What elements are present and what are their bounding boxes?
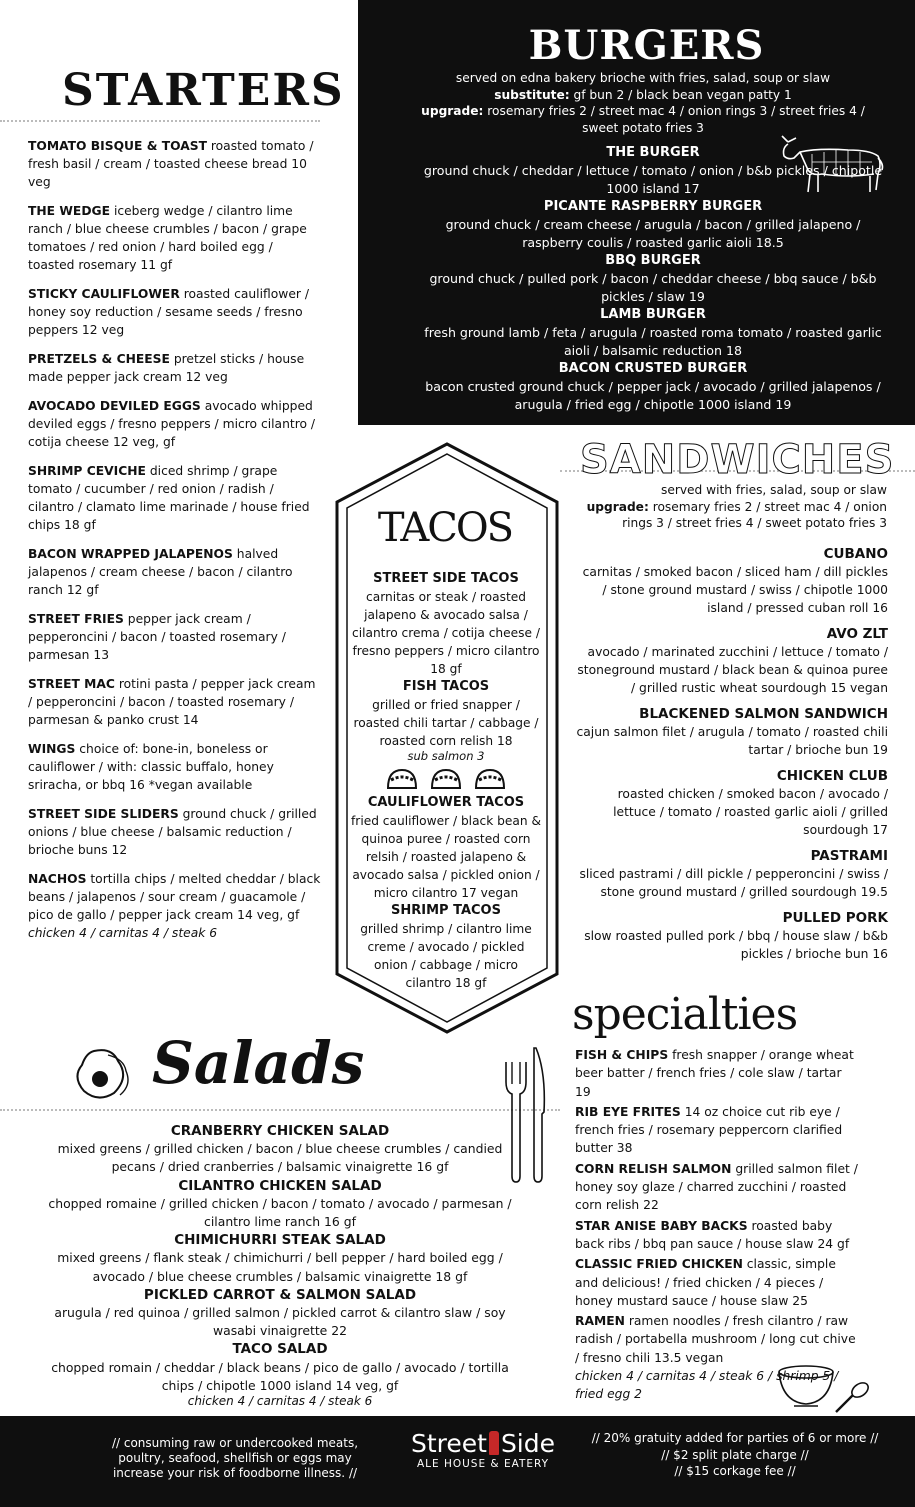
- taco-item-name: CAULIFLOWER TACOS: [367, 795, 525, 810]
- burger-item: [418, 306, 888, 360]
- sandwiches-upgrade: upgrade: rosemary fries 2 / street mac 4 / onion rings 3 / street fries 4 / sweet potato fries 3: [586, 499, 887, 530]
- salad-item-desc: arugula / red quinoa / grilled salmon / pickled carrot & cilantro slaw / soy wasabi vinaigrette 22: [54, 1305, 506, 1339]
- burger-item-name: THE BURGER: [606, 145, 700, 160]
- sandwich-item: [575, 767, 888, 839]
- starter-item: [28, 545, 323, 599]
- salad-item: [35, 1286, 525, 1341]
- salad-item-name: CRANBERRY CHICKEN SALAD: [170, 1123, 390, 1139]
- burgers-served: served on edna bakery brioche with fries, salad, soup or slaw: [455, 71, 831, 85]
- taco-item-desc: grilled shrimp / cilantro lime creme / avocado / pickled onion / cabbage / micro cilantro 18 gf: [360, 922, 532, 990]
- specialty-item: [575, 1217, 860, 1254]
- starter-item-desc: iceberg wedge / cilantro lime ranch / blue cheese crumbles / bacon / grape tomatoes / red onion / hard boiled egg / toasted rosemary 11 gf: [28, 204, 307, 272]
- sandwich-item: [575, 909, 888, 963]
- restaurant-logo: Street Side ALE HOUSE & EATERY: [410, 1429, 556, 1470]
- footer: [0, 1416, 915, 1507]
- taco-icons: [350, 766, 542, 792]
- sandwich-item-desc: sliced pastrami / dill pickle / pepperoncini / swiss / stone ground mustard / grilled sourdough 19.5: [579, 867, 888, 899]
- bowl-icon: [776, 1362, 872, 1418]
- starter-item: [28, 397, 323, 451]
- starter-item-name: AVOCADO DEVILED EGGS: [28, 399, 201, 413]
- sandwich-item-name: PASTRAMI: [810, 848, 888, 864]
- salad-item: [35, 1122, 525, 1177]
- starter-item: [28, 870, 323, 942]
- burger-item: [418, 360, 888, 414]
- tacos-list: [350, 570, 542, 992]
- starter-item-name: WINGS: [28, 742, 76, 756]
- specialty-item-desc: 14 oz choice cut rib eye / french fries / rosemary peppercorn clarified butter 38: [575, 1104, 843, 1156]
- policies: // 20% gratuity added for parties of 6 or more // // $2 split plate charge // // $15 corkage fee //: [591, 1431, 879, 1478]
- sandwich-item-desc: cajun salmon filet / arugula / tomato / roasted chili tartar / brioche bun 19: [576, 725, 888, 757]
- sandwich-item-desc: roasted chicken / smoked bacon / avocado / lettuce / tomato / roasted garlic aioli / grilled sourdough 17: [613, 787, 888, 837]
- sandwiches-served: served with fries, salad, soup or slaw: [660, 483, 887, 497]
- sandwich-item-desc: avocado / marinated zucchini / lettuce / tomato / stoneground mustard / black bean & quinoa puree / grilled rustic wheat sourdough 15 vegan: [577, 645, 888, 695]
- burger-item: [418, 144, 888, 198]
- salad-item-desc: mixed greens / grilled chicken / bacon / blue cheese crumbles / candied pecans / dried cranberries / balsamic vinaigrette 16 gf: [57, 1141, 503, 1175]
- burgers-intro: [413, 70, 873, 136]
- burger-item: [418, 198, 888, 252]
- taco-item: [350, 570, 542, 678]
- starter-item: [28, 805, 323, 859]
- salad-item-desc: chopped romain / cheddar / black beans / pico de gallo / avocado / tortilla chips / chipotle 1000 island 14 veg, gf: [51, 1359, 509, 1393]
- specialty-item: [575, 1103, 860, 1158]
- starter-item-name: THE WEDGE: [28, 204, 111, 218]
- salad-item: [35, 1340, 525, 1407]
- burgers-upgrade: upgrade: rosemary fries 2 / street mac 4 / onion rings 3 / street fries 4 / sweet potato fries 3: [421, 104, 865, 135]
- salad-item-addons: chicken 4 / carnitas 4 / steak 6: [187, 1394, 373, 1409]
- starter-item-name: NACHOS: [28, 872, 87, 886]
- specialty-item: [575, 1046, 860, 1101]
- sandwich-item-name: PULLED PORK: [782, 910, 888, 926]
- sandwich-item-name: CHICKEN CLUB: [776, 768, 888, 784]
- taco-item-addons: sub salmon 3: [407, 749, 485, 763]
- salad-item: [35, 1177, 525, 1232]
- taco-item-desc: fried cauliflower / black bean & quinoa puree / roasted corn relsih / roasted jalapeno & avocado salsa / pickled onion / micro cilantro 17 vegan: [351, 814, 541, 900]
- taco-item: [350, 902, 542, 992]
- specialties-heading: specialties: [572, 989, 798, 1040]
- specialty-item-name: CLASSIC FRIED CHICKEN: [575, 1257, 743, 1272]
- taco-icon: [429, 766, 463, 792]
- starter-item-name: STICKY CAULIFLOWER: [28, 287, 180, 301]
- salad-item-name: CHIMICHURRI STEAK SALAD: [174, 1232, 386, 1249]
- starter-item-name: STREET MAC: [28, 677, 115, 691]
- starter-item-desc: halved jalapenos / cream cheese / bacon / cilantro ranch 12 gf: [28, 547, 293, 597]
- bottle-icon: [489, 1431, 499, 1455]
- taco-icon: [473, 766, 507, 792]
- burger-item-desc: ground chuck / cream cheese / arugula / bacon / grilled jalapeno / raspberry coulis / roasted garlic aioli 18.5: [445, 217, 861, 250]
- specialty-item-desc: ramen noodles / fresh cilantro / raw radish / portabella mushroom / long cut chive / fresno chili 13.5 vegan: [575, 1314, 856, 1365]
- starter-item-desc: choice of: bone-in, boneless or cauliflower / with: classic buffalo, honey sriracha, or bbq 16 *vegan available: [28, 742, 274, 792]
- salad-item-name: TACO SALAD: [232, 1341, 328, 1358]
- starter-item-name: BACON WRAPPED JALAPENOS: [28, 547, 233, 561]
- starter-item-desc: diced shrimp / grape tomato / cucumber / red onion / radish / cilantro / clamato lime marinade / house fried chips 18 gf: [28, 464, 310, 532]
- burger-item-name: PICANTE RASPBERRY BURGER: [543, 199, 763, 214]
- specialty-item-name: STAR ANISE BABY BACKS: [575, 1218, 748, 1233]
- salads-list: [35, 1122, 525, 1407]
- burger-item-desc: bacon crusted ground chuck / pepper jack / avocado / grilled jalapenos / arugula / fried egg / chipotle 1000 island 19: [425, 379, 881, 412]
- avocado-icon: [72, 1045, 134, 1101]
- burger-item-name: LAMB BURGER: [600, 307, 706, 322]
- specialties-list: [575, 1046, 860, 1406]
- salads-heading: Salads: [152, 1029, 365, 1097]
- sandwich-item-desc: carnitas / smoked bacon / sliced ham / dill pickles / stone ground mustard / swiss / chipotle 1000 island / pressed cuban roll 16: [582, 565, 888, 615]
- specialty-item-desc: classic, simple and delicious! / fried chicken / 4 pieces / honey mustard sauce / house slaw 25: [575, 1257, 836, 1308]
- starter-item: [28, 202, 323, 274]
- taco-item-name: STREET SIDE TACOS: [373, 571, 519, 586]
- taco-item: [350, 678, 542, 792]
- specialty-item-name: CORN RELISH SALMON: [575, 1161, 732, 1176]
- salad-item-desc: mixed greens / flank steak / chimichurri / bell pepper / hard boiled egg / avocado / blue cheese crumbles / balsamic vinaigrette 18 gf: [57, 1250, 503, 1284]
- sandwich-item: [575, 545, 888, 617]
- starter-item-desc: ground chuck / grilled onions / blue cheese / balsamic reduction / brioche buns 12: [28, 807, 317, 857]
- burger-item-desc: fresh ground lamb / feta / arugula / roasted roma tomato / roasted garlic aioli / balsamic reduction 18: [424, 325, 882, 358]
- salad-item: [35, 1231, 525, 1286]
- sandwich-item: [575, 847, 888, 901]
- burger-item: [418, 252, 888, 306]
- taco-item-name: FISH TACOS: [402, 679, 490, 694]
- sandwich-item-name: CUBANO: [823, 546, 888, 562]
- sandwich-item: [575, 625, 888, 697]
- starter-item: [28, 740, 323, 794]
- starters-heading: STARTERS: [62, 65, 345, 116]
- starter-item-desc: rotini pasta / pepper jack cream / pepperoncini / bacon / toasted rosemary / parmesan & panko crust 14: [28, 677, 316, 727]
- sandwiches-list: [575, 545, 888, 971]
- burger-item-desc: ground chuck / pulled pork / bacon / cheddar cheese / bbq sauce / b&b pickles / slaw 19: [429, 271, 877, 304]
- starter-item-desc: tortilla chips / melted cheddar / black beans / jalapenos / sour cream / guacamole / pico de gallo / pepper jack cream 14 veg, gf: [28, 872, 321, 922]
- burgers-section: [358, 0, 915, 425]
- starter-item: [28, 675, 323, 729]
- sandwiches-heading: SANDWICHES: [580, 437, 895, 483]
- starter-item-desc: pepper jack cream / pepperoncini / bacon / toasted rosemary / parmesan 13: [28, 612, 286, 662]
- burger-item-name: BACON CRUSTED BURGER: [558, 361, 748, 376]
- burger-item-name: BBQ BURGER: [605, 253, 701, 268]
- starter-item-desc: pretzel sticks / house made pepper jack cream 12 veg: [28, 352, 305, 384]
- salad-item-desc: chopped romaine / grilled chicken / bacon / tomato / avocado / parmesan / cilantro lime ranch 16 gf: [48, 1195, 512, 1230]
- specialty-item-name: RAMEN: [575, 1314, 625, 1329]
- starter-item-name: STREET SIDE SLIDERS: [28, 807, 179, 821]
- starter-item: [28, 350, 323, 386]
- starter-item: [28, 462, 323, 534]
- starter-item-name: PRETZELS & CHEESE: [28, 352, 170, 366]
- sandwich-item: [575, 705, 888, 759]
- specialty-item-name: FISH & CHIPS: [575, 1048, 669, 1062]
- starter-item: [28, 610, 323, 664]
- taco-item: [350, 794, 542, 902]
- sandwiches-intro: [580, 482, 887, 532]
- food-safety-notice: // consuming raw or undercooked meats, poultry, seafood, shellfish or eggs may increase your risk of foodborne illness. //: [111, 1436, 359, 1480]
- salad-item-name: CILANTRO CHICKEN SALAD: [178, 1177, 382, 1194]
- taco-icon: [385, 766, 419, 792]
- specialty-item-name: RIB EYE FRITES: [575, 1104, 681, 1119]
- specialty-item-addons: chicken 4 / carnitas 4 / steak 6 / shrimp 5 / fried egg 2: [575, 1369, 839, 1402]
- starters-list: [28, 137, 323, 953]
- tacos-heading: TACOS: [377, 505, 513, 551]
- starter-item-desc: roasted cauliflower / honey soy reduction / sesame seeds / fresno peppers 12 veg: [28, 287, 309, 337]
- starter-item-name: TOMATO BISQUE & TOAST: [28, 139, 207, 153]
- specialty-item: [575, 1160, 860, 1215]
- starter-item-addons: chicken 4 / carnitas 4 / steak 6: [28, 926, 218, 940]
- salad-item-name: PICKLED CARROT & SALMON SALAD: [143, 1286, 417, 1303]
- burgers-list: [418, 144, 888, 414]
- starter-item-desc: avocado whipped deviled eggs / fresno peppers / micro cilantro / cotija cheese 12 veg, gf: [28, 399, 316, 449]
- sandwich-item-name: AVO ZLT: [826, 626, 888, 642]
- starter-item-name: STREET FRIES: [28, 612, 124, 626]
- taco-item-desc: grilled or fried snapper / roasted chili tartar / cabbage / roasted corn relish 18: [353, 698, 539, 748]
- starter-item-desc: roasted tomato / fresh basil / cream / toasted cheese bread 10 veg: [28, 139, 314, 189]
- taco-item-name: SHRIMP TACOS: [391, 903, 501, 918]
- specialty-item: [575, 1255, 860, 1310]
- starter-item-name: SHRIMP CEVICHE: [28, 464, 146, 478]
- burgers-heading: BURGERS: [528, 22, 765, 69]
- starters-divider: [0, 120, 320, 122]
- specialty-item-desc: grilled salmon filet / honey soy glaze / charred zucchini / roasted corn relish 22: [575, 1161, 858, 1213]
- salads-divider: [0, 1109, 560, 1111]
- specialty-item-desc: fresh snapper / orange wheat beer batter / french fries / cole slaw / tartar 19: [575, 1048, 854, 1099]
- taco-item-desc: carnitas or steak / roasted jalapeno & avocado salsa / cilantro crema / cotija cheese / fresno peppers / micro cilantro 18 gf: [352, 590, 540, 676]
- sandwich-item-name: BLACKENED SALMON SANDWICH: [639, 706, 888, 722]
- burger-item-desc: ground chuck / cheddar / lettuce / tomato / onion / b&b pickles / chipotle 1000 island 17: [423, 163, 883, 196]
- burgers-substitute: substitute: gf bun 2 / black bean vegan patty 1: [494, 87, 792, 102]
- starter-item: [28, 285, 323, 339]
- sandwich-item-desc: slow roasted pulled pork / bbq / house slaw / b&b pickles / brioche bun 16: [584, 929, 888, 961]
- specialty-item-desc: roasted baby back ribs / bbq pan sauce / house slaw 24 gf: [575, 1218, 850, 1251]
- starter-item: [28, 137, 323, 191]
